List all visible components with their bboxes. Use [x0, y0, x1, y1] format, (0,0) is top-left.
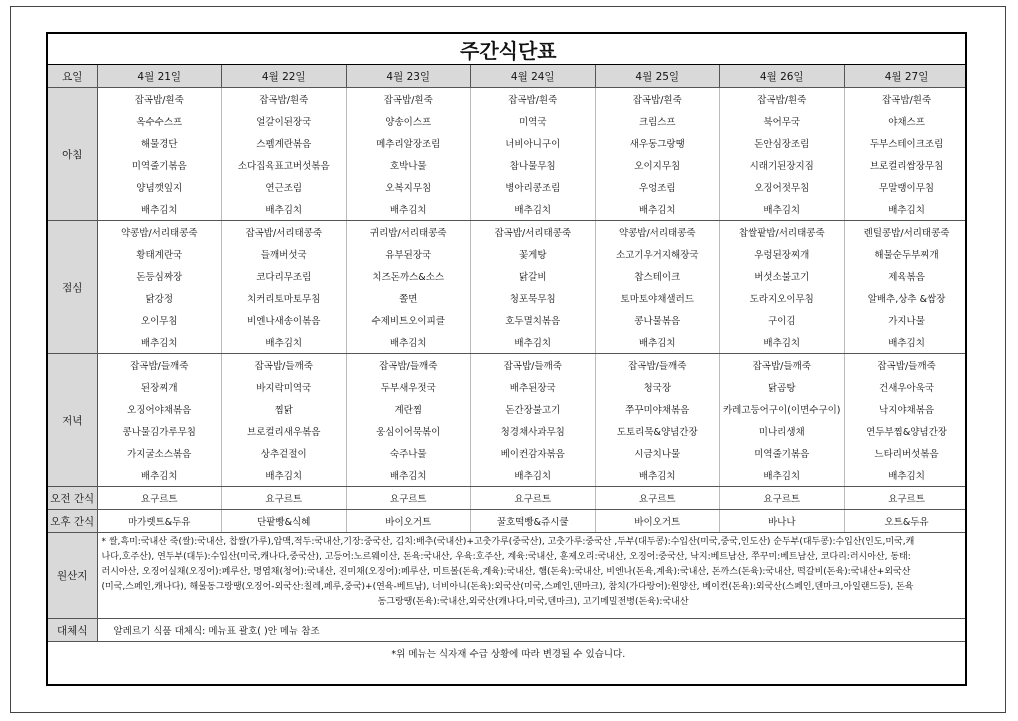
day-header-4: 4월 24일	[471, 65, 596, 88]
menu-cell: 쭈꾸미야채볶음	[595, 398, 720, 420]
menu-cell: 잡곡밥/들깨죽	[346, 354, 471, 377]
menu-cell: 배추김치	[97, 464, 222, 487]
menu-cell: 스펨계란볶음	[222, 132, 347, 154]
snack-cell: 오트&두유	[844, 510, 967, 533]
menu-cell: 치커리토마토무침	[222, 287, 347, 309]
menu-row	[48, 154, 967, 176]
menu-cell: 배추김치	[844, 331, 967, 354]
menu-row	[48, 309, 967, 331]
day-header-row	[48, 65, 967, 88]
menu-cell: 배추김치	[97, 198, 222, 221]
snack-cell: 꿀호떡빵&쥬시쿨	[471, 510, 596, 533]
menu-cell: 옥수수스프	[97, 110, 222, 132]
menu-cell: 가지굴소스볶음	[97, 442, 222, 464]
menu-cell: 양념깻잎지	[97, 176, 222, 198]
menu-cell: 얼갈이된장국	[222, 110, 347, 132]
menu-row	[48, 354, 967, 377]
menu-row	[48, 331, 967, 354]
weekly-menu-sheet	[46, 32, 967, 686]
menu-cell: 크림스프	[595, 110, 720, 132]
menu-cell: 배추김치	[720, 331, 845, 354]
menu-cell: 미역줄기볶음	[720, 442, 845, 464]
menu-cell: 수제비트오이피클	[346, 309, 471, 331]
origin-text	[97, 533, 967, 619]
menu-cell: 배추김치	[844, 464, 967, 487]
menu-cell: 버섯소불고기	[720, 265, 845, 287]
menu-cell: 계란찜	[346, 398, 471, 420]
menu-row	[48, 398, 967, 420]
menu-cell: 배추김치	[346, 331, 471, 354]
menu-row	[48, 442, 967, 464]
substitute-text: 알레르기 식품 대체식: 메뉴표 괄호( )안 메뉴 참조	[97, 619, 967, 642]
menu-cell: 배추김치	[720, 198, 845, 221]
menu-cell: 웅심이어묵볶이	[346, 420, 471, 442]
snack-row	[48, 487, 967, 510]
menu-cell: 상추겉절이	[222, 442, 347, 464]
menu-cell: 가지나물	[888, 316, 925, 327]
menu-cell: 잡곡밥/흰죽	[222, 88, 347, 111]
menu-cell: 낙지야채볶음	[879, 405, 935, 416]
menu-row	[48, 376, 967, 398]
menu-cell: 오이지무침	[595, 154, 720, 176]
origin-label: 원산지	[48, 533, 97, 619]
substitute-label: 대체식	[48, 619, 97, 642]
menu-row	[48, 287, 967, 309]
menu-cell: 쫄면	[346, 287, 471, 309]
snack-label: 오전 간식	[48, 487, 97, 510]
day-header-7: 4월 27일	[844, 65, 967, 88]
menu-cell: 잡곡밥/들깨죽	[471, 354, 596, 377]
menu-row	[48, 221, 967, 244]
menu-cell: 오이무침	[97, 309, 222, 331]
snack-row	[48, 510, 967, 533]
menu-cell: 돈등심짜장	[97, 265, 222, 287]
menu-cell: 잡곡밥/들깨죽	[97, 354, 222, 377]
menu-cell: 알배추,상추 &쌈장	[867, 294, 946, 305]
snack-cell: 요구르트	[595, 487, 720, 510]
menu-cell: 양송이스프	[346, 110, 471, 132]
menu-cell: 오복지무침	[346, 176, 471, 198]
menu-cell: 돈간장불고기	[471, 398, 596, 420]
menu-cell: 미역줄기볶음	[97, 154, 222, 176]
footnote-row	[48, 642, 967, 665]
menu-cell: 호박나물	[346, 154, 471, 176]
menu-cell: 오징어야채볶음	[97, 398, 222, 420]
snack-cell: 요구르트	[471, 487, 596, 510]
snack-cell: 요구르트	[346, 487, 471, 510]
menu-cell: 잡곡밥/들깨죽	[595, 354, 720, 377]
menu-cell: 도토리묵&양념간장	[595, 420, 720, 442]
menu-cell: 느타리버섯볶음	[874, 449, 939, 460]
menu-row	[48, 132, 967, 154]
menu-cell: 렌틸콩밥/서리태콩죽	[863, 228, 950, 239]
menu-row	[48, 110, 967, 132]
menu-cell: 약콩밥/서리태콩죽	[97, 221, 222, 244]
menu-cell: 꽃게탕	[471, 243, 596, 265]
menu-cell: 도라지오이무침	[720, 287, 845, 309]
substitute-row	[48, 619, 967, 642]
menu-cell: 북어무국	[720, 110, 845, 132]
menu-cell: 브로컬리새우볶음	[222, 420, 347, 442]
menu-cell: 코다리무조림	[222, 265, 347, 287]
menu-cell: 황태계란국	[97, 243, 222, 265]
menu-cell: 콩나물김가루무침	[97, 420, 222, 442]
menu-cell: 잡곡밥/흰죽	[595, 88, 720, 111]
menu-cell: 너비아니구이	[471, 132, 596, 154]
menu-cell: 우엉조림	[595, 176, 720, 198]
menu-cell: 카레고등어구이(이면수구이)	[720, 398, 845, 420]
menu-cell: 배추김치	[222, 198, 347, 221]
menu-cell: 숙주나물	[346, 442, 471, 464]
menu-row	[48, 243, 967, 265]
menu-cell: 건새우아욱국	[879, 383, 935, 394]
origin-line: 동그랑땡(돈육):국내산,외국산(캐나다,미국,덴마크), 고기메밀전병(돈육):국내산	[377, 597, 689, 607]
menu-row	[48, 420, 967, 442]
menu-cell: 새우동그랑땡	[595, 132, 720, 154]
menu-cell: 브로컬리쌈장무침	[869, 161, 944, 172]
menu-cell: 배추김치	[471, 464, 596, 487]
snack-label: 오후 간식	[48, 510, 97, 533]
menu-cell: 잡곡밥/들깨죽	[877, 361, 936, 372]
menu-cell: 배추된장국	[471, 376, 596, 398]
menu-cell: 배추김치	[595, 198, 720, 221]
menu-cell: 찜닭	[222, 398, 347, 420]
menu-cell: 잡곡밥/흰죽	[720, 88, 845, 111]
origin-line: (미국,스페인,캐나다), 해물동그랑땡(오징어-외국산:칠레,페루,중국)+(연육-베트남), 너비아니(돈육):외국산(미국,스페인,덴마크), 참치(가다랑어):원양산, 베이컨(돈육):외국산(스페인,덴마크,아일랜드등), 돈육	[101, 582, 914, 592]
menu-cell: 오징어젓무침	[720, 176, 845, 198]
menu-cell: 베이컨감자볶음	[471, 442, 596, 464]
menu-cell: 소다집육표고버섯볶음	[222, 154, 347, 176]
menu-row	[48, 464, 967, 487]
menu-cell: 토마토야채샐러드	[595, 287, 720, 309]
menu-cell: 들깨버섯국	[222, 243, 347, 265]
menu-cell: 두부스테이크조림	[869, 139, 944, 150]
menu-cell: 잡곡밥/흰죽	[346, 88, 471, 111]
menu-cell: 유부된장국	[346, 243, 471, 265]
menu-cell: 배추김치	[720, 464, 845, 487]
menu-cell: 미나리생채	[720, 420, 845, 442]
day-header-5: 4월 25일	[595, 65, 720, 88]
menu-cell: 구이김	[720, 309, 845, 331]
origin-row	[48, 533, 967, 619]
origin-line: 러시아산, 오징어실채(오징어):페루산, 명엽채(청어):국내산, 진미채(오징어):페루산, 미트볼(돈육,계육):국내산, 햄(돈육):국내산, 비엔나(돈육,계육):국내산, 돈까스(돈육):국내산, 떡갈비(돈육):국내산+외국산	[101, 567, 911, 577]
menu-cell: 잡곡밥/들깨죽	[222, 354, 347, 377]
menu-cell: 청국장	[595, 376, 720, 398]
snack-cell: 요구르트	[720, 487, 845, 510]
menu-cell: 찹쌀팥밥/서리태콩죽	[720, 221, 845, 244]
menu-cell: 잡곡밥/서리태콩죽	[222, 221, 347, 244]
menu-cell: 콩나물볶음	[595, 309, 720, 331]
day-header-1: 4월 21일	[97, 65, 222, 88]
menu-cell: 잡곡밥/흰죽	[471, 88, 596, 111]
menu-row	[48, 88, 967, 111]
menu-cell: 배추김치	[346, 198, 471, 221]
menu-cell: 두부새우젓국	[346, 376, 471, 398]
origin-line: * 쌀,흑미:국내산 죽(쌀):국내산, 찹쌀(가루),압맥,적두:국내산,기장:중국산, 김치:배추(국내산)+고춧가루(중국산), 고춧가루:중국산 ,두부(대두콩):수입산(미국,중국,인도산) 순두부(대두콩):수입산(인도,미국,캐	[101, 537, 915, 547]
menu-cell: 배추김치	[222, 331, 347, 354]
weekly-menu-table	[48, 34, 967, 664]
page-title: 주간식단표	[48, 34, 967, 65]
menu-cell: 비엔나새송이볶음	[222, 309, 347, 331]
day-header-label: 요일	[48, 65, 97, 88]
menu-cell: 시래기된장지짐	[720, 154, 845, 176]
menu-cell: 배추김치	[844, 198, 967, 221]
menu-cell: 배추김치	[222, 464, 347, 487]
menu-cell: 해물순두부찌개	[874, 250, 939, 261]
menu-cell: 귀리밥/서리태콩죽	[346, 221, 471, 244]
menu-cell: 약콩밥/서리태콩죽	[595, 221, 720, 244]
menu-row	[48, 198, 967, 221]
menu-cell: 참나물무침	[471, 154, 596, 176]
menu-cell: 연근조림	[222, 176, 347, 198]
menu-cell: 닭곰탕	[720, 376, 845, 398]
menu-cell: 배추김치	[595, 331, 720, 354]
snack-cell: 단팥빵&식혜	[222, 510, 347, 533]
meal-label: 저녁	[48, 354, 97, 487]
menu-cell: 미역국	[471, 110, 596, 132]
footnote: *위 메뉴는 식자재 수급 상황에 따라 변경될 수 있습니다.	[391, 649, 626, 660]
day-header-3: 4월 23일	[346, 65, 471, 88]
menu-cell: 잡곡밥/들깨죽	[720, 354, 845, 377]
menu-cell: 배추김치	[346, 464, 471, 487]
menu-cell: 배추김치	[471, 331, 596, 354]
snack-cell: 요구르트	[844, 487, 967, 510]
menu-cell: 배추김치	[97, 331, 222, 354]
snack-cell: 바나나	[720, 510, 845, 533]
menu-cell: 청경채사과무침	[471, 420, 596, 442]
menu-cell: 바지락미역국	[222, 376, 347, 398]
menu-cell: 닭강정	[97, 287, 222, 309]
snack-cell: 바이오거트	[346, 510, 471, 533]
menu-cell: 시금치나물	[595, 442, 720, 464]
menu-cell: 연두부찜&양념간장	[866, 427, 947, 438]
menu-cell: 돈안심장조림	[720, 132, 845, 154]
snack-cell: 요구르트	[222, 487, 347, 510]
menu-cell: 닭갈비	[471, 265, 596, 287]
origin-line: 나다,호주산), 연두부(대두):수입산(미국,캐나다,중국산), 고등어:노르웨이산, 돈육:국내산, 우육:호주산, 계육:국내산, 훈제오리:국내산, 오징어:중국산, 낙지:베트남산, 쭈꾸미:베트남산, 코다리:러시아산, 동태:	[101, 552, 911, 562]
day-header-2: 4월 22일	[222, 65, 347, 88]
snack-cell: 바이오거트	[595, 510, 720, 533]
meal-label: 점심	[48, 221, 97, 354]
menu-cell: 제육볶음	[888, 272, 925, 283]
snack-cell: 마가렛트&두유	[97, 510, 222, 533]
menu-cell: 치즈돈까스&소스	[346, 265, 471, 287]
menu-cell: 소고기우거지해장국	[595, 243, 720, 265]
menu-cell: 배추김치	[595, 464, 720, 487]
menu-cell: 야채스프	[888, 117, 925, 128]
menu-cell: 호두멸치볶음	[471, 309, 596, 331]
menu-cell: 병아리콩조림	[471, 176, 596, 198]
menu-cell: 찹스테이크	[595, 265, 720, 287]
menu-cell: 배추김치	[471, 198, 596, 221]
menu-row	[48, 176, 967, 198]
menu-cell: 우렁된장찌개	[720, 243, 845, 265]
day-header-6: 4월 26일	[720, 65, 845, 88]
meal-label: 아침	[48, 88, 97, 221]
menu-cell: 청포묵무침	[471, 287, 596, 309]
menu-cell: 해물경단	[97, 132, 222, 154]
menu-row	[48, 265, 967, 287]
menu-cell: 잡곡밥/흰죽	[882, 95, 932, 106]
menu-cell: 된장찌개	[97, 376, 222, 398]
menu-cell: 잡곡밥/서리태콩죽	[471, 221, 596, 244]
menu-cell: 메추리알장조림	[346, 132, 471, 154]
snack-cell: 요구르트	[97, 487, 222, 510]
menu-cell: 잡곡밥/흰죽	[97, 88, 222, 111]
menu-cell: 무말랭이무침	[879, 183, 935, 194]
